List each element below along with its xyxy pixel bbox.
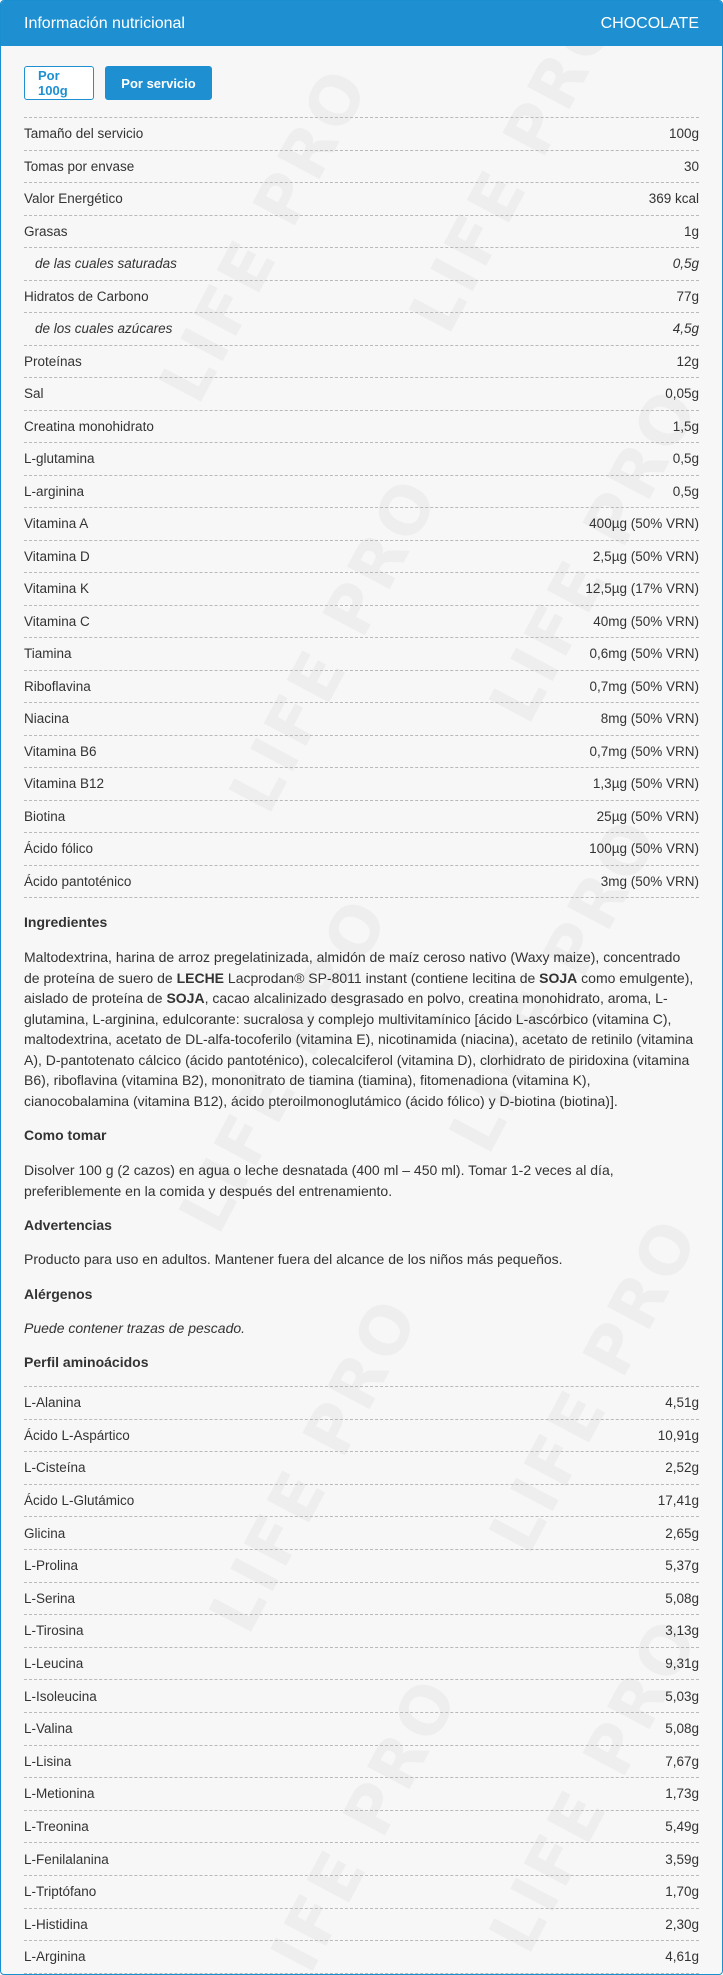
nutrition-label: Vitamina B12 [24,776,105,792]
nutrition-label: de los cuales azúcares [35,321,173,337]
nutrition-label: Vitamina K [24,581,90,597]
nutrition-value: 25µg (50% VRN) [596,808,699,824]
amino-value: 17,41g [657,1493,699,1509]
amino-value: 5,08g [665,1590,699,1606]
allergen-emphasis: SOJA [166,990,205,1006]
amino-row [24,1778,699,1811]
nutrition-value: 0,6mg (50% VRN) [589,646,699,662]
nutrition-label: Ácido fólico [24,841,94,857]
nutrition-row [24,508,699,541]
nutrition-value: 0,5g [672,451,699,467]
amino-label: L-Cisteína [24,1460,86,1476]
nutrition-label: Vitamina A [24,516,89,532]
amino-value: 3,59g [665,1851,699,1867]
nutrition-label: Grasas [24,223,68,239]
nutrition-label: Sal [24,386,44,402]
per-100g-button[interactable]: Por 100g [24,66,94,100]
allergen-emphasis: LECHE [176,969,225,986]
amino-row [24,1583,699,1616]
flavor-label: CHOCOLATE [600,14,699,32]
per-serving-button[interactable]: Por servicio [105,66,212,100]
nutrition-label: de las cuales saturadas [35,256,177,272]
nutrition-label: Valor Energético [24,191,123,207]
nutrition-label: Riboflavina [24,678,91,694]
nutrition-label: Biotina [24,808,66,824]
nutrition-row [24,346,699,379]
nutrition-label: Niacina [24,711,70,727]
amino-value: 2,65g [665,1525,699,1541]
amino-row [24,1746,699,1779]
amino-value: 3,13g [665,1623,699,1639]
nutrition-row [24,313,699,346]
warnings-text: Producto para uso en adultos. Mantener fuera del alcance de los niños más pequeños. [24,1251,563,1267]
amino-label: L-Arginina [24,1949,86,1965]
ingredients-fragment: , cacao alcalinizado desgrasado en polvo, creatina monohidrato, aroma, L-glutamina, L-arginina, edulcorante: sucralosa y complejo multivitamínico [ácido L-ascórbico (vitamina C), maltodextrina, acetato de DL-alfa-tocoferilo (vitamina E), nicotinamida (niacina), acetato de retinilo (vitamina A), D-pantotenato cálcico (ácido pantoténico), colecalciferol (vitamina D), clorhidrato de piridoxina (vitamina B6), riboflavina (vitamina B2), mononitrato de tiamina (tiamina), fitomenadiona (vitamina K), cianocobalamina (vitamina B12), ácido pteroilmonoglutámico (ácido fólico) y D-biotina (biotina)]. [24,990,694,1109]
nutrition-row [24,606,699,639]
nutrition-label: L-glutamina [24,451,95,467]
amino-value: 4,51g [665,1395,699,1411]
nutrition-value: 0,7mg (50% VRN) [589,678,699,694]
amino-value: 9,31g [665,1656,699,1672]
nutrition-row [24,736,699,769]
panel-content [1,46,722,1974]
nutrition-value: 12,5µg (17% VRN) [585,581,699,597]
ingredients-text [24,947,699,1111]
nutrition-row [24,866,699,899]
nutrition-label: Ácido pantoténico [24,873,132,889]
amino-row [24,1452,699,1485]
amino-label: Ácido L-Glutámico [24,1493,135,1509]
amino-row [24,1811,699,1844]
nutrition-label: Tomas por envase [24,158,135,174]
amino-label: L-Histidina [24,1916,88,1932]
amino-label: Ácido L-Aspártico [24,1427,130,1443]
nutrition-value: 369 kcal [648,191,699,207]
amino-row [24,1680,699,1713]
nutrition-label: Vitamina B6 [24,743,97,759]
nutrition-value: 400µg (50% VRN) [589,516,699,532]
amino-label: L-Prolina [24,1558,79,1574]
amino-value: 5,03g [665,1688,699,1704]
amino-label: L-Serina [24,1590,76,1606]
nutrition-value: 4,5g [672,321,699,337]
nutrition-value: 1g [683,223,699,239]
amino-label: L-Leucina [24,1656,84,1672]
nutrition-row [24,248,699,281]
nutrition-row [24,801,699,834]
amino-profile-heading: Perfil aminoácidos [24,1354,149,1370]
nutrition-value: 0,5g [672,483,699,499]
nutrition-label: Tiamina [24,646,72,662]
nutrition-value: 0,7mg (50% VRN) [589,743,699,759]
serving-toggle-group [24,66,699,100]
nutrition-label: Hidratos de Carbono [24,288,149,304]
amino-row [24,1713,699,1746]
nutrition-row [24,671,699,704]
nutrition-row [24,703,699,736]
allergens-heading: Alérgenos [24,1285,93,1302]
nutrition-value: 0,5g [672,256,699,272]
amino-label: Glicina [24,1525,66,1541]
amino-row [24,1420,699,1453]
nutrition-row [24,183,699,216]
nutrition-row [24,638,699,671]
amino-row [24,1648,699,1681]
nutrition-label: Vitamina D [24,548,90,564]
allergens-text: Puede contener trazas de pescado. [24,1319,246,1336]
nutrition-value: 8mg (50% VRN) [600,711,699,727]
nutrition-row [24,768,699,801]
warnings-heading: Advertencias [24,1217,112,1233]
nutrition-row [24,378,699,411]
amino-label: L-Treonina [24,1819,89,1835]
nutrition-row [24,573,699,606]
nutrition-row [24,443,699,476]
nutrition-value: 1,3µg (50% VRN) [592,776,699,792]
ingredients-fragment: Maltodextrina, harina de arroz pregelatinizada, almidón de maíz ceroso nativo (Waxy maize), concentrado de proteína de suero de [24,949,681,986]
amino-row [24,1485,699,1518]
amino-value: 5,49g [665,1819,699,1835]
nutrition-row [24,281,699,314]
amino-row [24,1550,699,1583]
nutrition-table [24,117,699,898]
amino-label: L-Tirosina [24,1623,84,1639]
nutrition-label: Vitamina C [24,613,90,629]
amino-value: 1,73g [665,1786,699,1802]
howto-heading: Como tomar [24,1127,107,1143]
nutrition-value: 77g [676,288,699,304]
ingredients-fragment: como emulgente), aislado de proteína de [24,969,694,1006]
nutrition-value: 2,5µg (50% VRN) [592,548,699,564]
amino-label: L-Alanina [24,1395,82,1411]
amino-value: 1,70g [665,1884,699,1900]
amino-label: L-Lisina [24,1753,72,1769]
amino-value: 4,61g [665,1949,699,1965]
amino-label: L-Valina [24,1721,73,1737]
nutrition-value: 30 [683,158,699,174]
nutrition-value: 100µg (50% VRN) [589,841,699,857]
amino-value: 5,37g [665,1558,699,1574]
amino-label: L-Metionina [24,1786,95,1802]
panel-title: Información nutricional [24,14,185,32]
nutrition-value: 1,5g [672,418,699,434]
nutrition-row [24,117,699,151]
nutrition-label: Proteínas [24,353,82,369]
amino-value: 5,08g [665,1721,699,1737]
panel-header [1,1,722,46]
amino-table [24,1386,699,1974]
nutrition-value: 12g [676,353,699,369]
amino-value: 2,52g [665,1460,699,1476]
amino-row [24,1386,699,1420]
amino-row [24,1843,699,1876]
ingredients-fragment: Lacprodan® SP-8011 instant (contiene lecitina de [224,969,540,986]
amino-label: L-Fenilalanina [24,1851,109,1867]
amino-value: 10,91g [657,1427,699,1443]
allergen-emphasis: SOJA [539,969,578,986]
nutrition-value: 0,05g [665,386,699,402]
nutrition-value: 40mg (50% VRN) [593,613,699,629]
amino-row [24,1941,699,1974]
nutrition-row [24,216,699,249]
nutrition-row [24,476,699,509]
nutrition-label: Tamaño del servicio [24,126,144,142]
amino-row [24,1615,699,1648]
amino-row [24,1517,699,1550]
nutrition-row [24,541,699,574]
amino-value: 7,67g [665,1753,699,1769]
nutrition-value: 3mg (50% VRN) [600,873,699,889]
amino-row [24,1876,699,1909]
amino-value: 2,30g [665,1916,699,1932]
nutrition-label: Creatina monohidrato [24,418,154,434]
nutrition-row [24,833,699,866]
amino-label: L-Triptófano [24,1884,97,1900]
ingredients-heading: Ingredientes [24,914,108,930]
nutrition-value: 100g [668,126,699,142]
amino-label: L-Isoleucina [24,1688,97,1704]
nutrition-row [24,411,699,444]
nutrition-row [24,151,699,184]
nutrition-label: L-arginina [24,483,85,499]
amino-row [24,1909,699,1942]
howto-text: Disolver 100 g (2 cazos) en agua o leche desnatada (400 ml – 450 ml). Tomar 1-2 veces al día, preferiblemente en la comida y después del entrenamiento. [24,1162,614,1199]
